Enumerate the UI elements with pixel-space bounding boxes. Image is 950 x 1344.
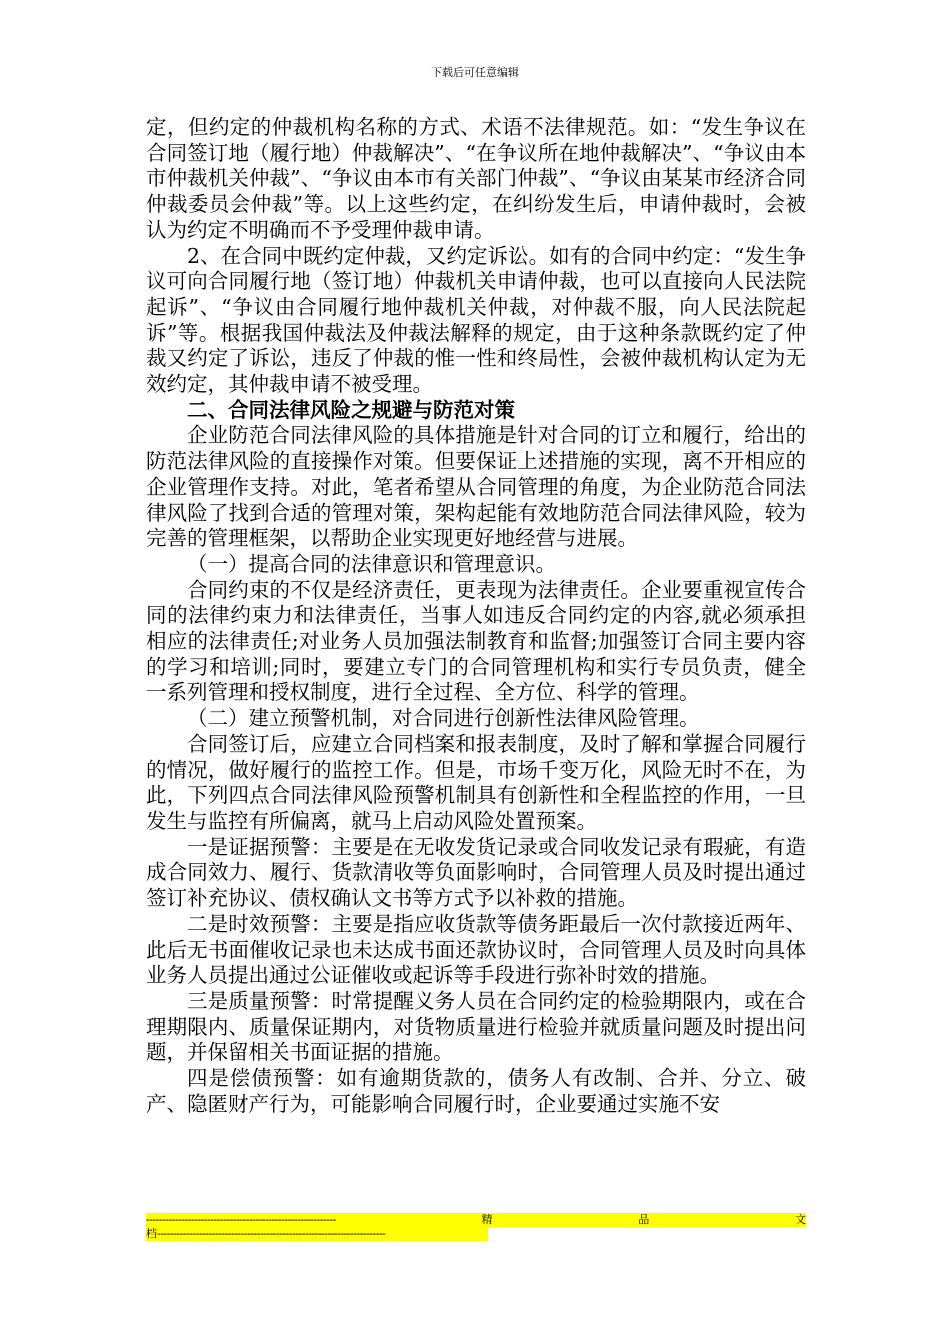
header-note: 下载后可任意编辑 [431,66,519,79]
paragraph: 合同约束的不仅是经济责任，更表现为法律责任。企业要重视宣传合同的法律约束力和法律责任，当事人如违反合同约定的内容,就必须承担相应的法律责任;对业务人员加强法制教育和监督;加强签订合同主要内容的学习和培训;同时，要建立专门的合同管理机构和实行专员负责，健全一系列管理和授权制度，进行全过程、全方位、科学的管理。 [146,577,806,705]
footer-word: 档 [146,1227,157,1240]
paragraph: 合同签订后，应建立合同档案和报表制度，及时了解和掌握合同履行的情况，做好履行的监控工作。但是，市场千变万化，风险无时不在，为此，下列四点合同法律风险预警机制具有创新性和全程监控的作用，一旦发生与监控有所偏离，就马上启动风险处置预案。 [146,731,806,833]
document-body [146,115,806,1117]
footer-dashes: ----------------------------------------------------------------------- [157,1227,386,1240]
footer-dashes: ----------------------------------------------------------- [146,1213,336,1226]
footer-word: 品 [638,1213,650,1226]
footer-line-1 [146,1213,806,1227]
section-heading: 二、合同法律风险之规避与防范对策 [187,397,515,422]
footer-word: 文 [795,1213,806,1226]
paragraph: 四是偿债预警：如有逾期货款的，债务人有改制、合并、分立、破产、隐匿财产行为，可能影响合同履行时，企业要通过实施不安 [146,1066,806,1116]
paragraph: 定，但约定的仲裁机构名称的方式、术语不法律规范。如：“发生争议在合同签订地（履行地）仲裁解决”、“在争议所在地仲裁解决”、“争议由本市仲裁机关仲裁”、“争议由本市有关部门仲裁”、“争议由某某市经济合同仲裁委员会仲裁”等。以上这些约定，在纠纷发生后，申请仲裁时，会被认为约定不明确而不予受理仲裁申请。 [146,115,806,242]
paragraph: 二是时效预警：主要是指应收货款等债务距最后一次付款接近两年、此后无书面催收记录也未达成书面还款协议时，合同管理人员及时向具体业务人员提出通过公证催收或起诉等手段进行弥补时效的措施。 [146,911,806,988]
paragraph: 一是证据预警：主要是在无收发货记录或合同收发记录有瑕疵，有造成合同效力、履行、货款清收等负面影响时，合同管理人员及时提出通过签订补充协议、债权确认文书等方式予以补救的措施。 [146,834,806,911]
footer-word: 精 [481,1213,493,1226]
paragraph: 三是质量预警：时常提醒义务人员在合同约定的检验期限内，或在合理期限内、质量保证期内，对货物质量进行检验并就质量问题及时提出问题，并保留相关书面证据的措施。 [146,988,806,1065]
footer-line-2 [146,1227,488,1241]
footer-banner [146,1213,806,1245]
subsection-heading: （二）建立预警机制，对合同进行创新性法律风险管理。 [187,706,700,731]
paragraph: 企业防范合同法律风险的具体措施是针对合同的订立和履行，给出的防范法律风险的直接操作对策。但要保证上述措施的实现，离不开相应的企业管理作支持。对此，笔者希望从合同管理的角度，为企业防范合同法律风险了找到合适的管理对策，架构起能有效地防范合同法律风险，较为完善的管理框架，以帮助企业实现更好地经营与进展。 [146,423,806,551]
paragraph: 2、在合同中既约定仲裁，又约定诉讼。如有的合同中约定：“发生争议可向合同履行地（签订地）仲裁机关申请仲裁，也可以直接向人民法院起诉”、“争议由合同履行地仲裁机关仲裁，对仲裁不服，向人民法院起诉”等。根据我国仲裁法及仲裁法解释的规定，由于这种条款既约定了仲裁又约定了诉讼，违反了仲裁的惟一性和终局性，会被仲裁机构认定为无效约定，其仲裁申请不被受理。 [146,243,806,397]
subsection-heading: （一）提高合同的法律意识和管理意识。 [187,551,556,576]
